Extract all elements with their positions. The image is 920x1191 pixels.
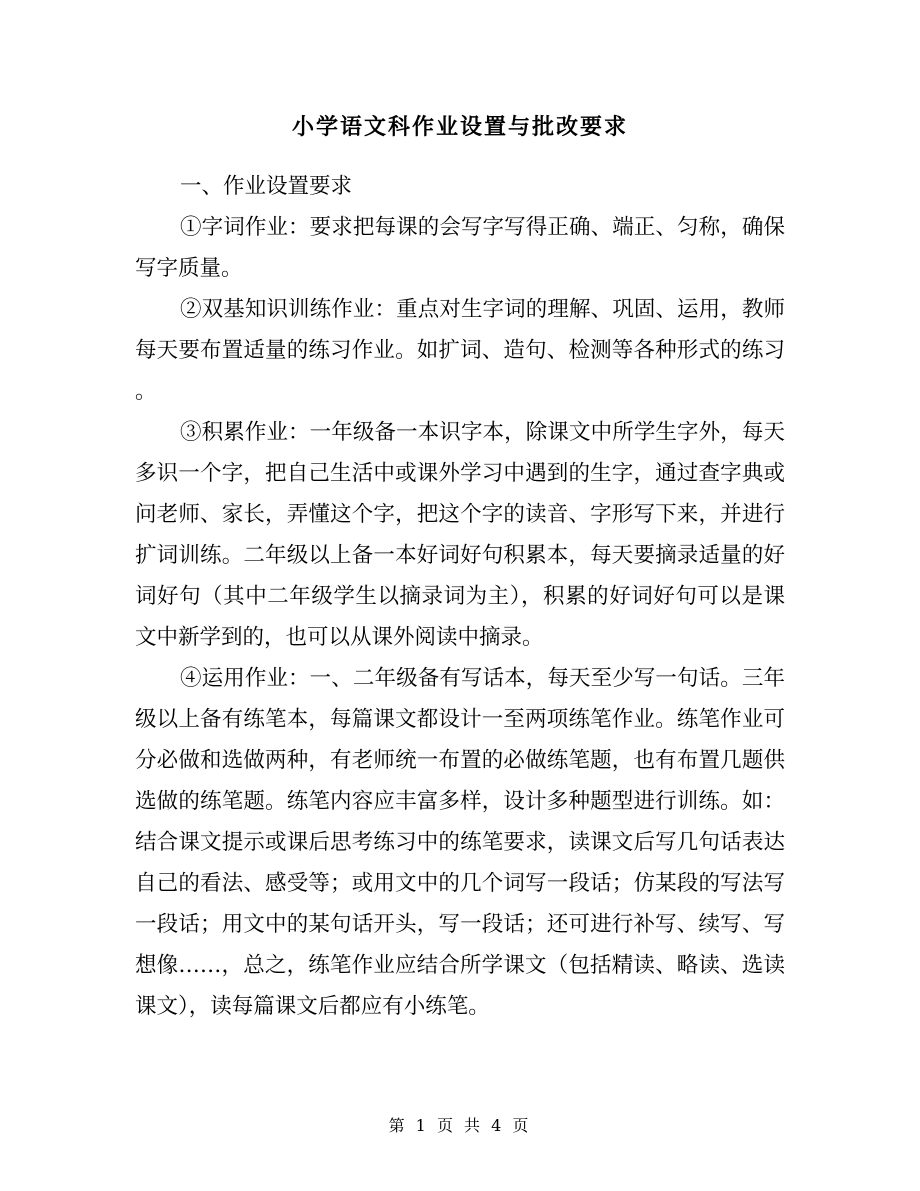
paragraph-line: ③积累作业：一年级备一本识字本，除课文中所学生字外，每天	[180, 420, 785, 445]
paragraph-line: 自己的看法、感受等；或用文中的几个词写一段话；仿某段的写法写	[135, 871, 785, 896]
paragraph-line: ①字词作业：要求把每课的会写字写得正确、端正、匀称，确保	[180, 215, 785, 240]
page-number-footer: 第 1 页 共 4 页	[388, 1116, 532, 1135]
paragraph-line: 词好句（其中二年级学生以摘录词为主），积累的好词好句可以是课	[135, 584, 785, 609]
paragraph-line: 选做的练笔题。练笔内容应丰富多样，设计多种题型进行训练。如：	[135, 789, 785, 814]
paragraph-line: 扩词训练。二年级以上备一本好词好句积累本，每天要摘录适量的好	[135, 543, 785, 568]
paragraph-line: ④运用作业：一、二年级备有写话本，每天至少写一句话。三年	[180, 666, 785, 691]
paragraph-line: 分必做和选做两种，有老师统一布置的必做练笔题，也有布置几题供	[135, 748, 785, 773]
paragraph-line: 级以上备有练笔本，每篇课文都设计一至两项练笔作业。练笔作业可	[135, 707, 785, 732]
paragraph-line: 问老师、家长，弄懂这个字，把这个字的读音、字形写下来，并进行	[135, 502, 785, 527]
paragraph-line: 结合课文提示或课后思考练习中的练笔要求，读课文后写几句话表达	[135, 830, 785, 855]
document-body	[135, 166, 785, 1027]
document-title: 小学语文科作业设置与批改要求	[291, 114, 628, 140]
paragraph-line: 课文），读每篇课文后都应有小练笔。	[135, 994, 490, 1019]
paragraph-line: 一段话；用文中的某句话开头，写一段话；还可进行补写、续写、写	[135, 912, 785, 937]
paragraph-line: ②双基知识训练作业：重点对生字词的理解、巩固、运用，教师	[180, 297, 785, 322]
paragraph-line: 每天要布置适量的练习作业。如扩词、造句、检测等各种形式的练习	[135, 338, 785, 363]
paragraph-line: 。	[135, 379, 157, 404]
paragraph-line: 写字质量。	[135, 256, 243, 281]
paragraph-line: 想像……，总之，练笔作业应结合所学课文（包括精读、略读、选读	[135, 953, 785, 978]
section-heading: 一、作业设置要求	[180, 174, 353, 199]
paragraph-line: 文中新学到的，也可以从课外阅读中摘录。	[135, 625, 544, 650]
paragraph-line: 多识一个字，把自己生活中或课外学习中遇到的生字，通过查字典或	[135, 461, 785, 486]
